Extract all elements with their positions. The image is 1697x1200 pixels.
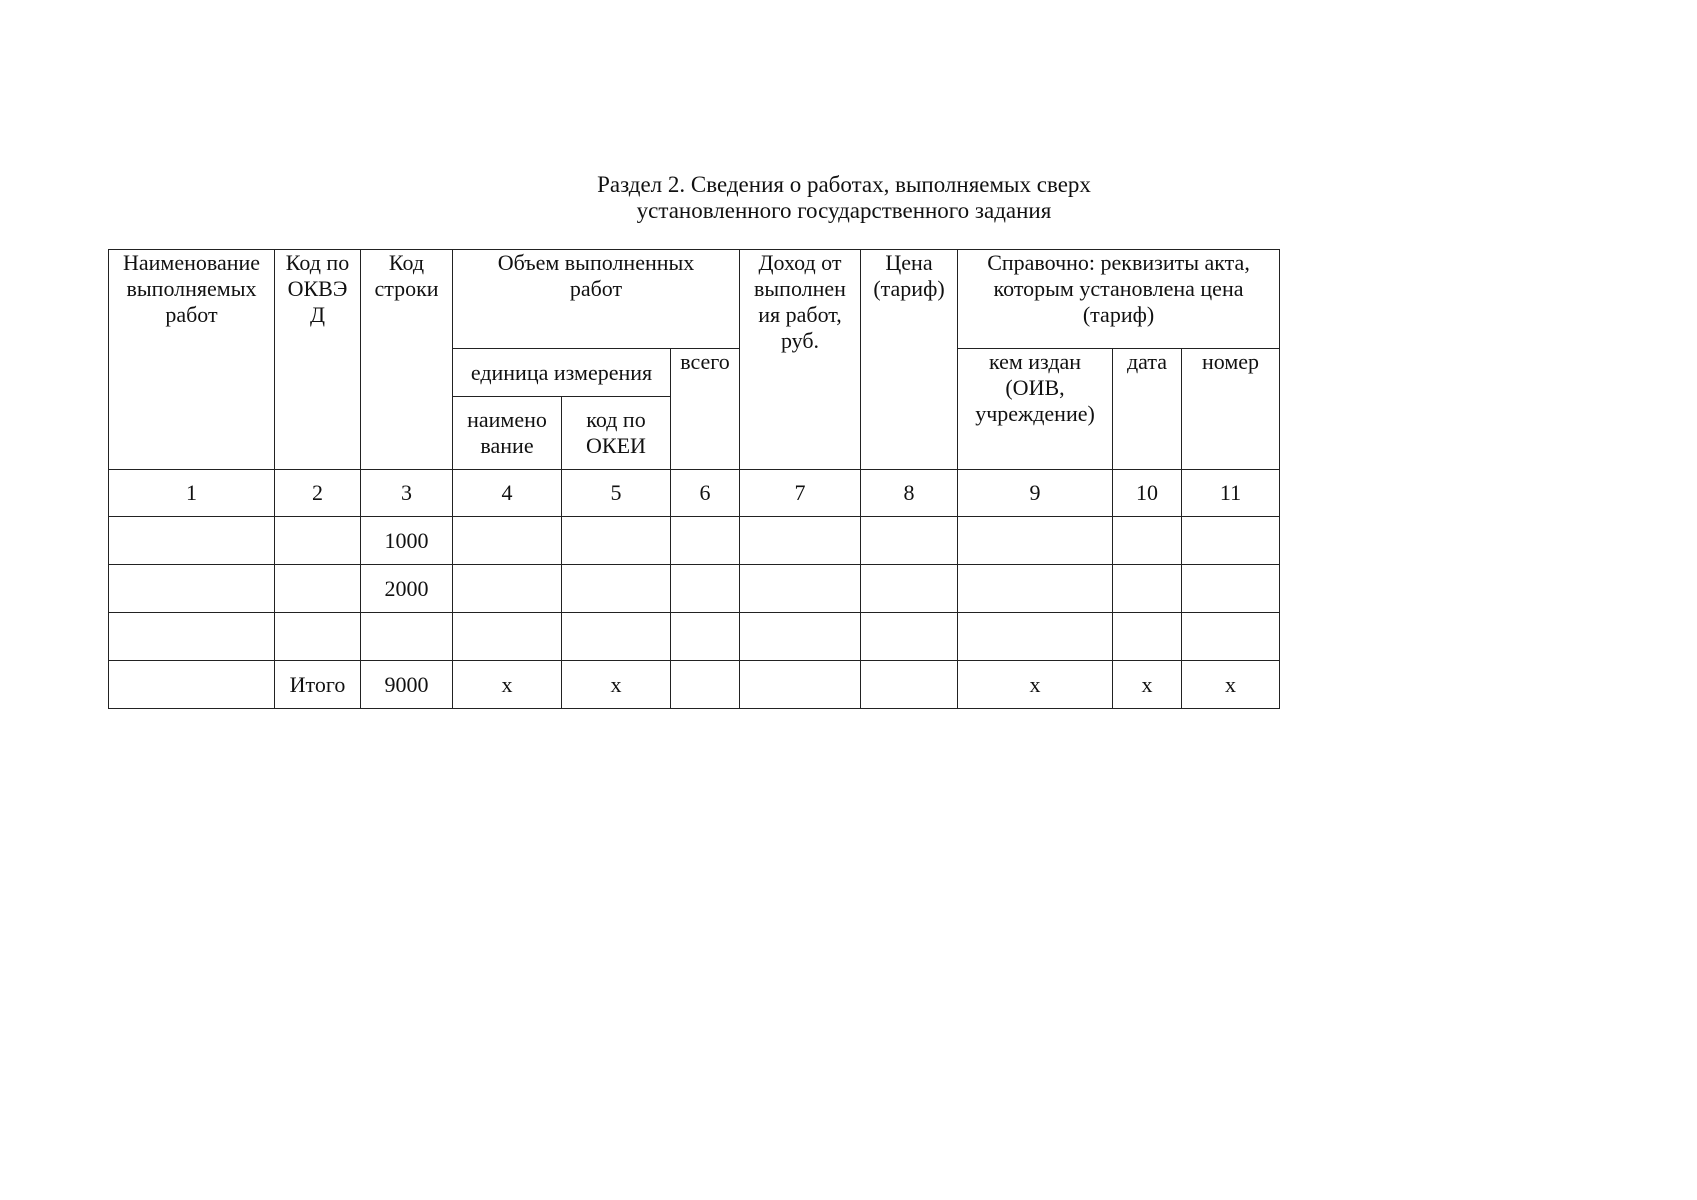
table-cell <box>671 661 740 709</box>
table-cell <box>740 661 861 709</box>
table-cell <box>740 517 861 565</box>
table-row <box>109 565 1280 613</box>
table-row <box>109 517 1280 565</box>
table-cell: х <box>453 661 562 709</box>
header-issued-by: кем издан (ОИВ, учреждение) <box>958 349 1113 470</box>
table-cell <box>740 565 861 613</box>
column-number: 8 <box>861 470 958 517</box>
header-unit-name: наимено вание <box>453 397 562 470</box>
table-cell <box>958 517 1113 565</box>
table-cell <box>1113 517 1182 565</box>
header-income: Доход от выполнен ия работ, руб. <box>740 250 861 470</box>
line-code-cell: 2000 <box>361 565 453 613</box>
table-cell: х <box>562 661 671 709</box>
total-row <box>109 661 1280 709</box>
line-code-cell <box>361 613 453 661</box>
table-cell <box>1182 565 1280 613</box>
table-cell <box>861 565 958 613</box>
total-label: Итого <box>275 661 361 709</box>
column-number-row <box>109 470 1280 517</box>
column-number: 4 <box>453 470 562 517</box>
section-title <box>412 172 1276 224</box>
table-cell <box>453 565 562 613</box>
table-cell: х <box>958 661 1113 709</box>
table-cell <box>1113 613 1182 661</box>
table-cell <box>861 661 958 709</box>
table-cell <box>562 613 671 661</box>
header-unit: единица измерения <box>453 349 671 397</box>
table-cell <box>109 565 275 613</box>
column-number: 9 <box>958 470 1113 517</box>
table-cell <box>740 613 861 661</box>
table-cell <box>671 517 740 565</box>
column-number: 5 <box>562 470 671 517</box>
header-unit-code: код по ОКЕИ <box>562 397 671 470</box>
table-cell <box>275 565 361 613</box>
table-cell <box>453 517 562 565</box>
table-cell <box>562 565 671 613</box>
header-work-name: Наименование выполняемых работ <box>109 250 275 470</box>
table-cell <box>958 565 1113 613</box>
table-cell <box>1182 613 1280 661</box>
header-date: дата <box>1113 349 1182 470</box>
table-cell <box>1182 517 1280 565</box>
header-volume: Объем выполненных работ <box>453 250 740 349</box>
table-cell <box>958 613 1113 661</box>
works-table <box>108 249 1280 709</box>
header-reference: Справочно: реквизиты акта, которым установлена цена (тариф) <box>958 250 1280 349</box>
table-cell <box>275 613 361 661</box>
table-cell: х <box>1113 661 1182 709</box>
column-number: 2 <box>275 470 361 517</box>
table-cell <box>671 565 740 613</box>
column-number: 6 <box>671 470 740 517</box>
header-line-code: Код строки <box>361 250 453 470</box>
table-cell <box>671 613 740 661</box>
table-cell <box>453 613 562 661</box>
column-number: 3 <box>361 470 453 517</box>
table-cell <box>275 517 361 565</box>
header-price: Цена (тариф) <box>861 250 958 470</box>
table-cell: х <box>1182 661 1280 709</box>
section-title-line-1: Раздел 2. Сведения о работах, выполняемых сверх <box>597 172 1091 197</box>
header-number: номер <box>1182 349 1280 470</box>
column-number: 1 <box>109 470 275 517</box>
header-okved-code: Код по ОКВЭ Д <box>275 250 361 470</box>
table-cell <box>109 661 275 709</box>
line-code-cell: 9000 <box>361 661 453 709</box>
table-cell <box>562 517 671 565</box>
section-title-line-2: установленного государственного задания <box>636 198 1052 223</box>
header-total: всего <box>671 349 740 470</box>
header-row-1 <box>109 250 1280 349</box>
line-code-cell: 1000 <box>361 517 453 565</box>
column-number: 11 <box>1182 470 1280 517</box>
table-cell <box>1113 565 1182 613</box>
table-cell <box>861 613 958 661</box>
table-row <box>109 613 1280 661</box>
table-cell <box>109 613 275 661</box>
table-cell <box>861 517 958 565</box>
column-number: 10 <box>1113 470 1182 517</box>
column-number: 7 <box>740 470 861 517</box>
table-cell <box>109 517 275 565</box>
